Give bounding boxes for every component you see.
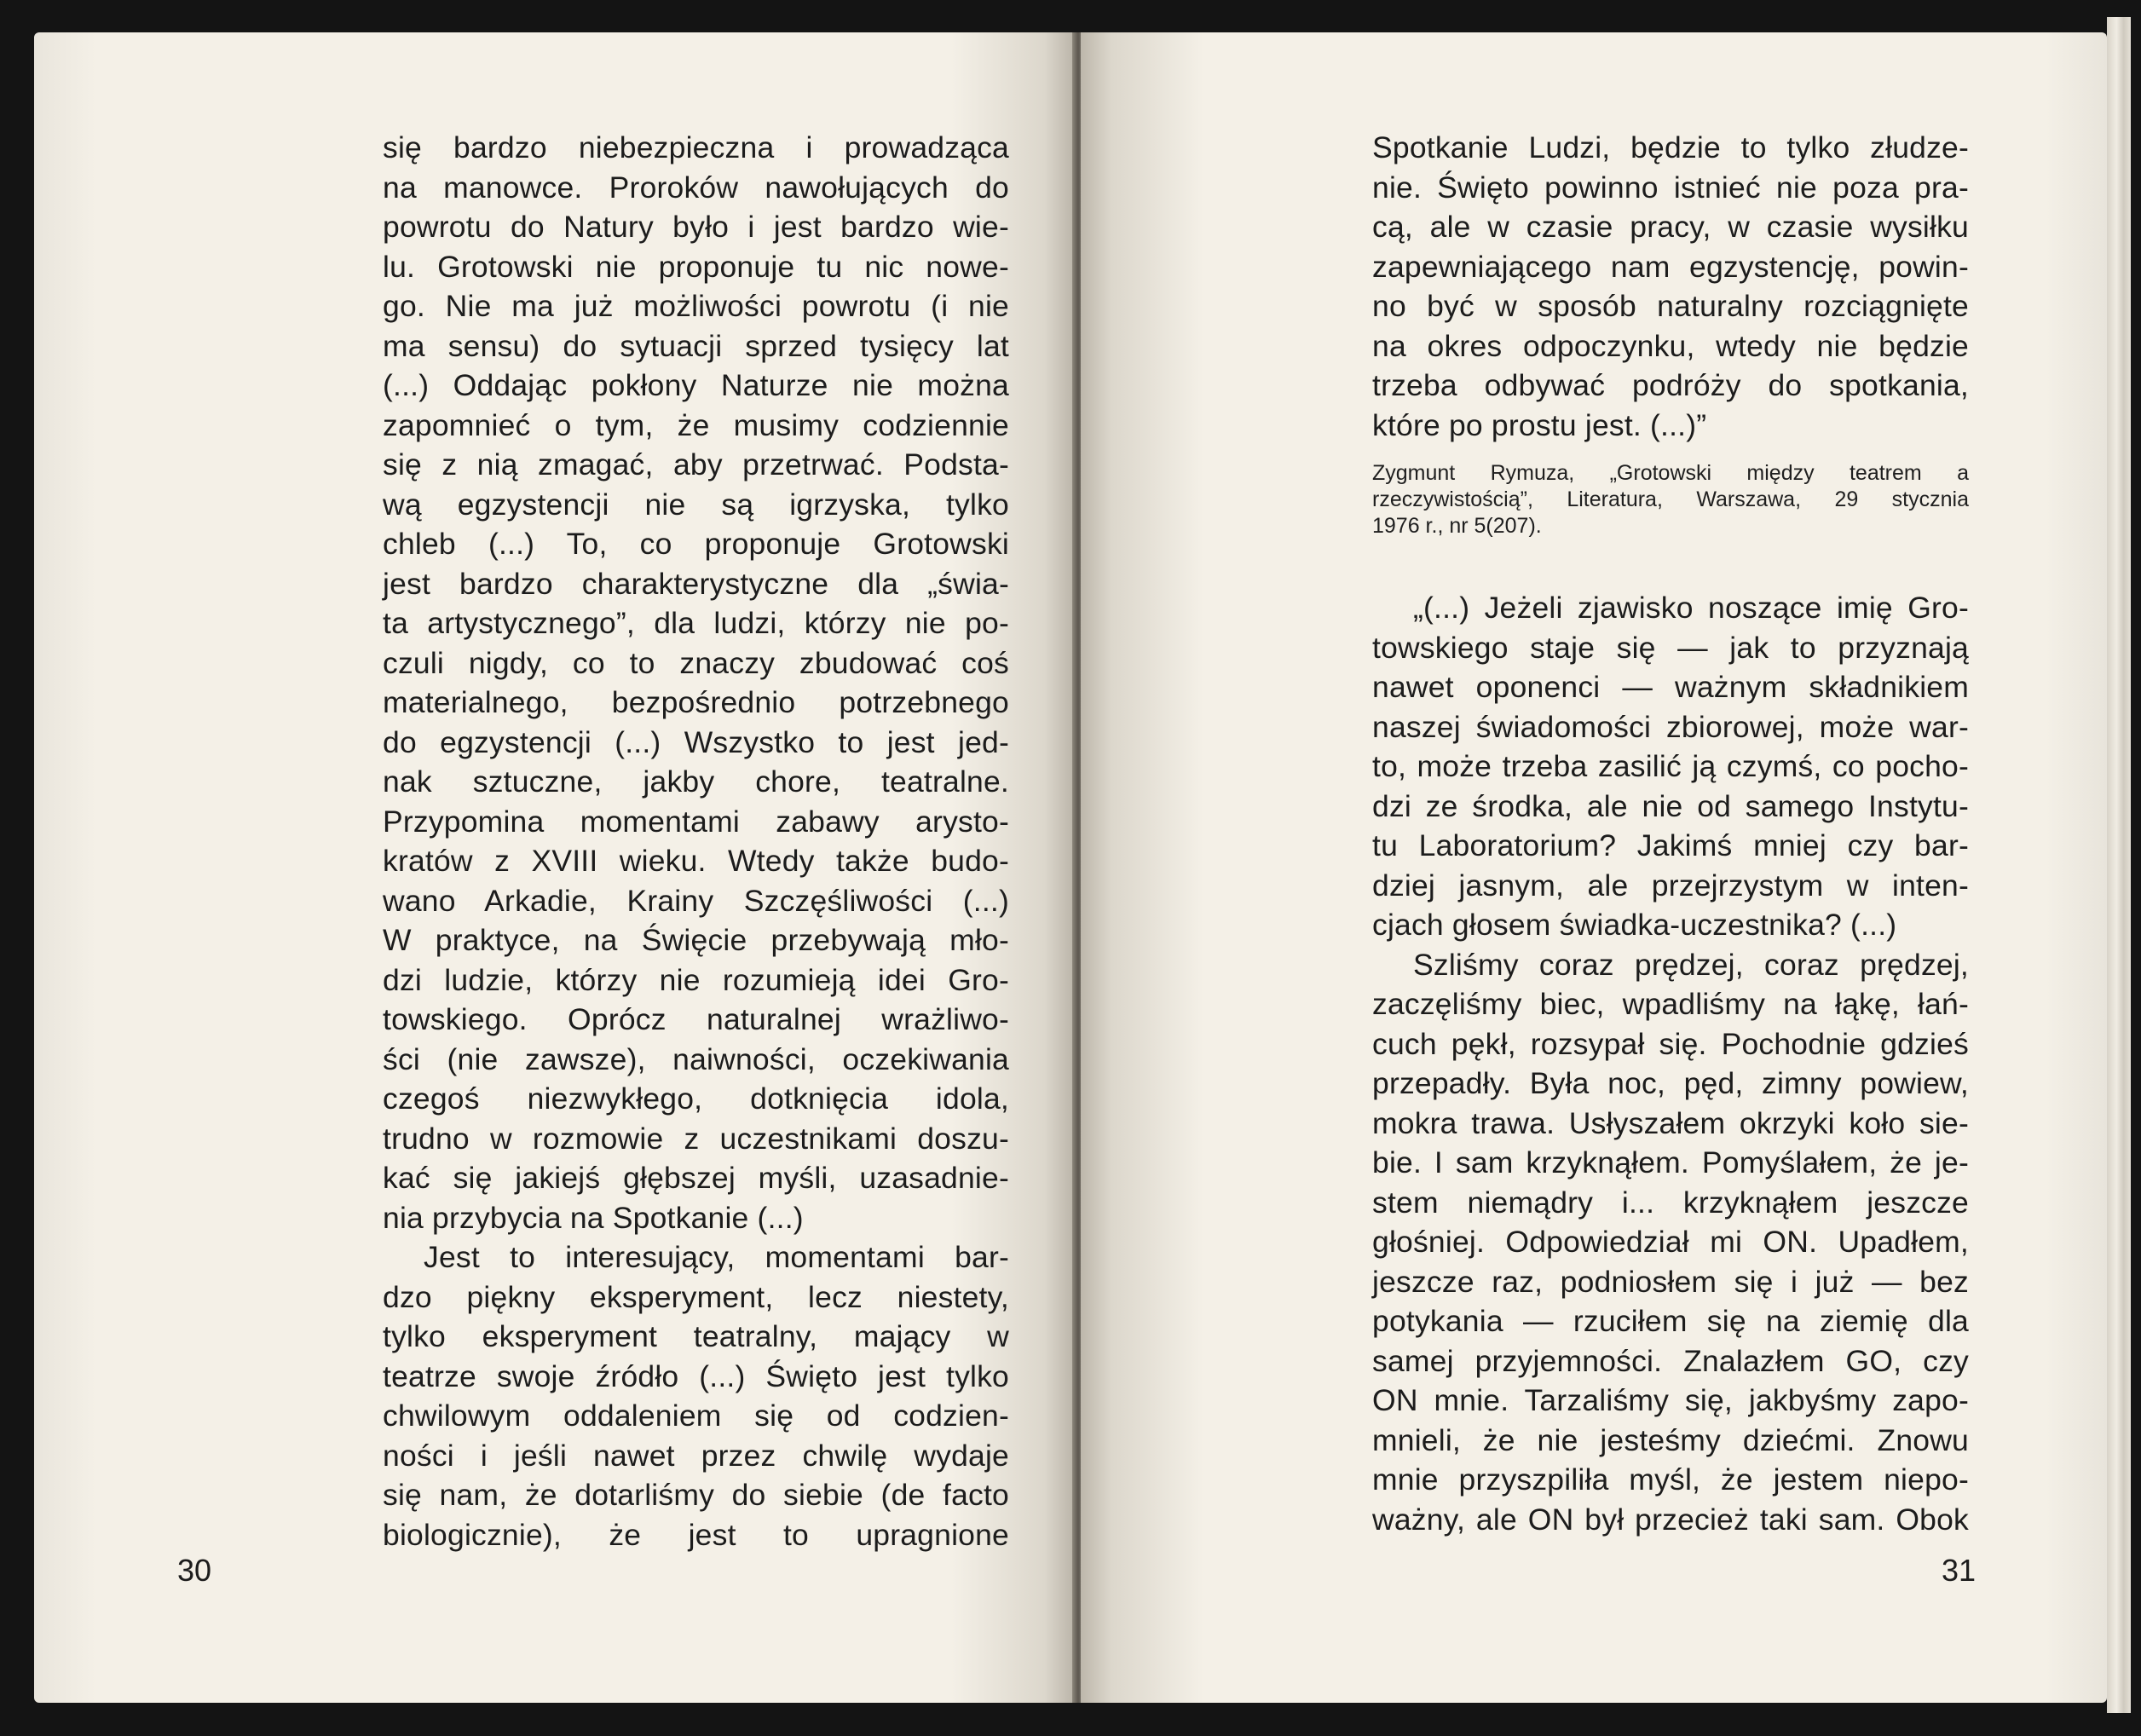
text-line: towskiego staje się — jak to przyznają [1372,630,1969,665]
text-line: nawet oponenci — ważnym składnikiem [1372,670,1969,704]
text-line: ści (nie zawsze), naiwności, oczekiwania [383,1041,1009,1076]
right-page-body-quote [1372,588,1969,1539]
text-line: ności i jeśli nawet przez chwilę wydaje [383,1438,1009,1473]
text-line: dzo piękny eksperyment, lecz niestety, [383,1279,1009,1314]
text-line: naszej świadomości zbiorowej, może war- [1372,709,1969,744]
text-line: tu Laboratorium? Jakimś mniej czy bar- [1372,828,1969,862]
text-line: czuli nigdy, co to znaczy zbudować coś [383,645,1009,680]
text-line: teatrze swoje źródło (...) Święto jest tylko [383,1358,1009,1393]
text-line: wano Arkadie, Krainy Szczęśliwości (...) [383,883,1009,918]
left-page [34,32,1076,1703]
text-line: się bardzo niebezpieczna i prowadząca [383,130,1009,164]
text-line: mnie przyszpiliła myśl, że jestem niepo- [1372,1462,1969,1497]
text-line: się nam, że dotarliśmy do siebie (de facto [383,1478,1009,1512]
text-line: ma sensu) do sytuacji sprzed tysięcy lat [383,328,1009,363]
right-page-body-top [1372,128,1969,445]
text-line: trudno w rozmowie z uczestnikami doszu- [383,1121,1009,1156]
text-line: potykania — rzuciłem się na ziemię dla [1372,1304,1969,1338]
right-page [1081,32,2107,1703]
text-line: cą, ale w czasie pracy, w czasie wysiłku [1372,210,1969,244]
text-line: przepadły. Była noc, pęd, zimny powiew, [1372,1066,1969,1100]
citation [1372,460,1969,539]
text-line: które po prostu jest. (...)” [1372,407,1707,442]
text-line: nia przybycia na Spotkanie (...) [383,1200,804,1235]
text-line: ON mnie. Tarzaliśmy się, jakbyśmy zapo- [1372,1383,1969,1417]
citation-line: rzeczywistością”, Literatura, Warszawa, 29 stycznia [1372,487,1969,511]
citation-line: 1976 r., nr 5(207). [1372,514,1542,538]
text-line: ta artystycznego”, dla ludzi, którzy nie po- [383,606,1009,640]
text-line: na manowce. Proroków nawołujących do [383,170,1009,205]
text-line: biologicznie), że jest to upragnione [383,1517,1009,1552]
text-line: mnieli, że nie jesteśmy dziećmi. Znowu [1372,1422,1969,1457]
page-number: 30 [177,1553,212,1588]
text-line: materialnego, bezpośrednio potrzebnego [383,685,1009,719]
text-line: Szliśmy coraz prędzej, coraz prędzej, [1413,947,1969,982]
citation-line: Zygmunt Rymuza, „Grotowski między teatrem a [1372,461,1969,485]
text-line: zapomnieć o tym, że musimy codziennie [383,407,1009,442]
text-line: no być w sposób naturalny rozciągnięte [1372,289,1969,323]
text-line: mokra trawa. Usłyszałem okrzyki koło sie- [1372,1105,1969,1140]
text-line: dzi ze środka, ale nie od samego Instytu- [1372,788,1969,823]
text-line: Spotkanie Ludzi, będzie to tylko złudze- [1372,130,1969,164]
text-line: stem niemądry i... krzyknąłem jeszcze [1372,1185,1969,1220]
text-line: „(...) Jeżeli zjawisko noszące imię Gro- [1413,591,1969,625]
text-line: bie. I sam krzyknąłem. Pomyślałem, że je- [1372,1145,1969,1179]
text-line: go. Nie ma już możliwości powrotu (i nie [383,289,1009,323]
text-line: Jest to interesujący, momentami bar- [424,1240,1009,1274]
text-line: lu. Grotowski nie proponuje tu nic nowe- [383,249,1009,284]
text-line: powrotu do Natury było i jest bardzo wie- [383,210,1009,244]
text-line: czegoś niezwykłego, dotknięcia idola, [383,1081,1009,1116]
text-line: towskiego. Oprócz naturalnej wrażliwo- [383,1002,1009,1036]
text-line: nie. Święto powinno istnieć nie poza pra- [1372,170,1969,205]
text-line: ważny, ale ON był przecież taki sam. Obok [1372,1502,1969,1537]
text-line: samej przyjemności. Znalazłem GO, czy [1372,1343,1969,1378]
text-line: wą egzystencji nie są igrzyska, tylko [383,487,1009,522]
text-line: nak sztuczne, jakby chore, teatralne. [383,764,1009,799]
text-line: na okres odpoczynku, wtedy nie będzie [1372,328,1969,363]
text-line: zapewniającego nam egzystencję, powin- [1372,249,1969,284]
text-line: (...) Oddając pokłony Naturze nie można [383,368,1009,402]
text-line: dziej jasnym, ale przejrzystym w inten- [1372,868,1969,903]
text-line: kratów z XVIII wieku. Wtedy także budo- [383,844,1009,878]
left-page-body [383,128,1009,1554]
text-line: cjach głosem świadka-uczestnika? (...) [1372,908,1897,942]
text-line: się z nią zmagać, aby przetrwać. Podsta- [383,447,1009,482]
text-line: to, może trzeba zasilić ją czymś, co pocho- [1372,749,1969,783]
text-line: kać się jakiejś głębszej myśli, uzasadnie- [383,1161,1009,1195]
text-line: głośniej. Odpowiedział mi ON. Upadłem, [1372,1225,1969,1259]
page-number: 31 [1942,1553,1977,1588]
text-line: Przypomina momentami zabawy arysto- [383,804,1009,839]
text-line: jeszcze raz, podniosłem się i już — bez [1372,1264,1969,1299]
text-line: zaczęliśmy biec, wpadliśmy na łąkę, łań- [1372,987,1969,1021]
text-line: jest bardzo charakterystyczne dla „świa- [383,566,1009,601]
text-line: do egzystencji (...) Wszystko to jest jed- [383,724,1009,759]
text-line: chleb (...) To, co proponuje Grotowski [383,527,1009,561]
text-line: W praktyce, na Święcie przebywają mło- [383,923,1009,957]
text-line: trzeba odbywać podróży do spotkania, [1372,368,1969,402]
text-line: tylko eksperyment teatralny, mający w [383,1319,1009,1353]
text-line: dzi ludzie, którzy nie rozumieją idei Gro- [383,962,1009,997]
text-line: chwilowym oddaleniem się od codzien- [383,1399,1009,1433]
text-line: cuch pękł, rozsypał się. Pochodnie gdzieś [1372,1026,1969,1061]
book-page-edges [2107,17,2131,1713]
